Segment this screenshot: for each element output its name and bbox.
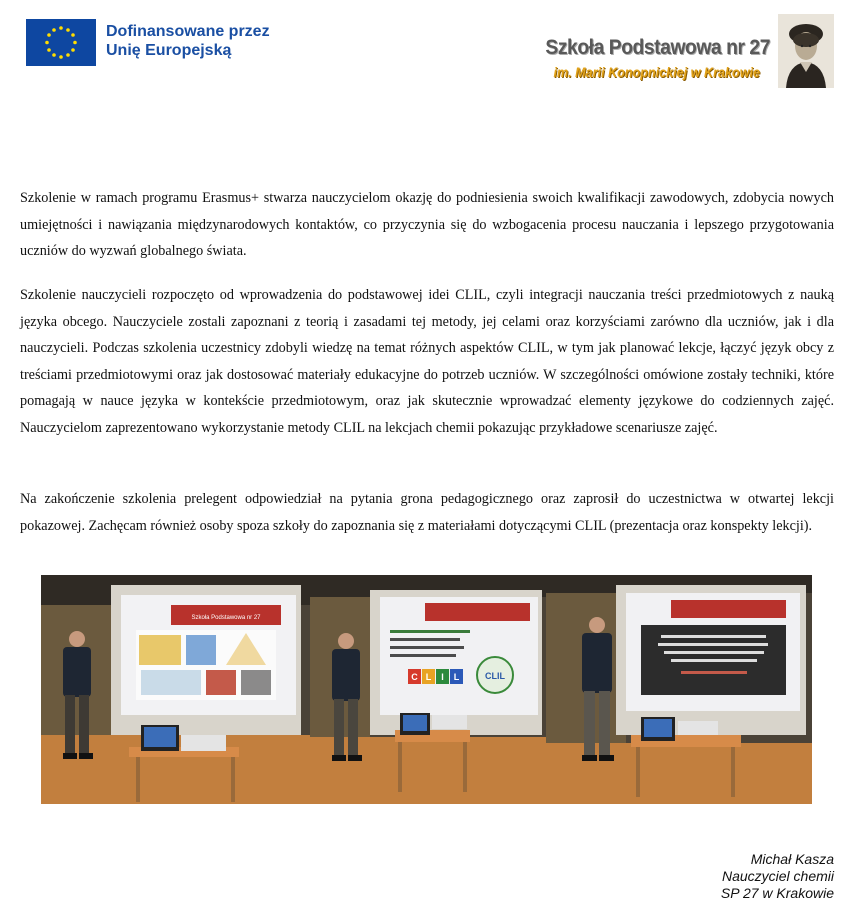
paragraph-conclusion: Na zakończenie szkolenia prelegent odpowiedział na pytania grona pedagogicznego oraz zaprosił do uczestnictwa w otwartej lekcji pokazowej. Zachęcam również osoby spoza szkoły do zapoznania się z materiałami dotyczącymi CLIL (prezentacja oraz konspekty lekcji). — [20, 491, 834, 534]
slide-2-letter-3: I — [441, 672, 444, 682]
eu-line-2: Unię Europejską — [106, 42, 232, 59]
slide-2-letter-1: C — [411, 672, 418, 682]
eu-flag-icon — [26, 19, 96, 66]
paragraph-training: Szkolenie nauczycieli rozpoczęto od wprowadzenia do podstawowej idei CLIL, czyli integracji nauczania treści przedmiotowych z nauką języka obcego. Nauczyciele zostali zapoznani z teorią i zasadami tej metody, jej celami oraz korzyściami zarówno dla uczniów, jak i dla nauczycieli. Podczas szkolenia uczestnicy zdobyli wiedzę na temat różnych aspektów CLIL, w tym jak planować lekcje, łączyć język obcy z treściami przedmiotowymi oraz jak dostosować materiały edukacyjne do potrzeb uczniów. W szczególności omówione zostały techniki, które pomagają w nauce języka w kontekście przedmiotowym, oraz jak skutecznie wprowadzać elementy językowe do codziennych zajęć. Nauczycielom zaprezentowano wykorzystanie metody CLIL na lekcjach chemii pokazując przykładowe scenariusze zajęć. — [20, 287, 834, 436]
eu-line-1: Dofinansowane przez — [106, 23, 270, 40]
photo-strip — [41, 575, 812, 804]
slide-2-badge: CLIL — [485, 671, 505, 681]
slide-2-letter-4: L — [453, 672, 460, 682]
school-subtitle: im. Marii Konopnickiej w Krakowie — [553, 64, 760, 80]
slide-2-letter-2: L — [425, 672, 432, 682]
author-role: Nauczyciel chemii — [721, 868, 834, 884]
training-photo-3 — [546, 575, 812, 804]
eu-flag-logo — [26, 19, 96, 66]
author-name: Michał Kasza — [750, 851, 834, 867]
page-header — [0, 0, 848, 100]
eu-funding-text — [106, 22, 270, 60]
training-photo-1 — [41, 575, 310, 804]
portrait-image — [778, 14, 834, 88]
paragraph-intro: Szkolenie w ramach programu Erasmus+ stwarza nauczycielom okazję do podniesienia swoich kwalifikacji zawodowych, zdobycia nowych umiejętności i nawiązania międzynarodowych kontaktów, co przyczynia się do wzbogacenia procesu nauczania i lepszego przygotowania uczniów do wyzwań globalnego świata. — [20, 190, 834, 260]
author-signature — [721, 851, 834, 902]
slide-1-title: Szkoła Podstawowa nr 27 — [191, 615, 261, 621]
patron-portrait — [778, 14, 834, 88]
training-photo-2 — [310, 575, 546, 804]
author-school: SP 27 w Krakowie — [720, 885, 834, 901]
school-name: Szkoła Podstawowa nr 27 — [545, 36, 770, 59]
